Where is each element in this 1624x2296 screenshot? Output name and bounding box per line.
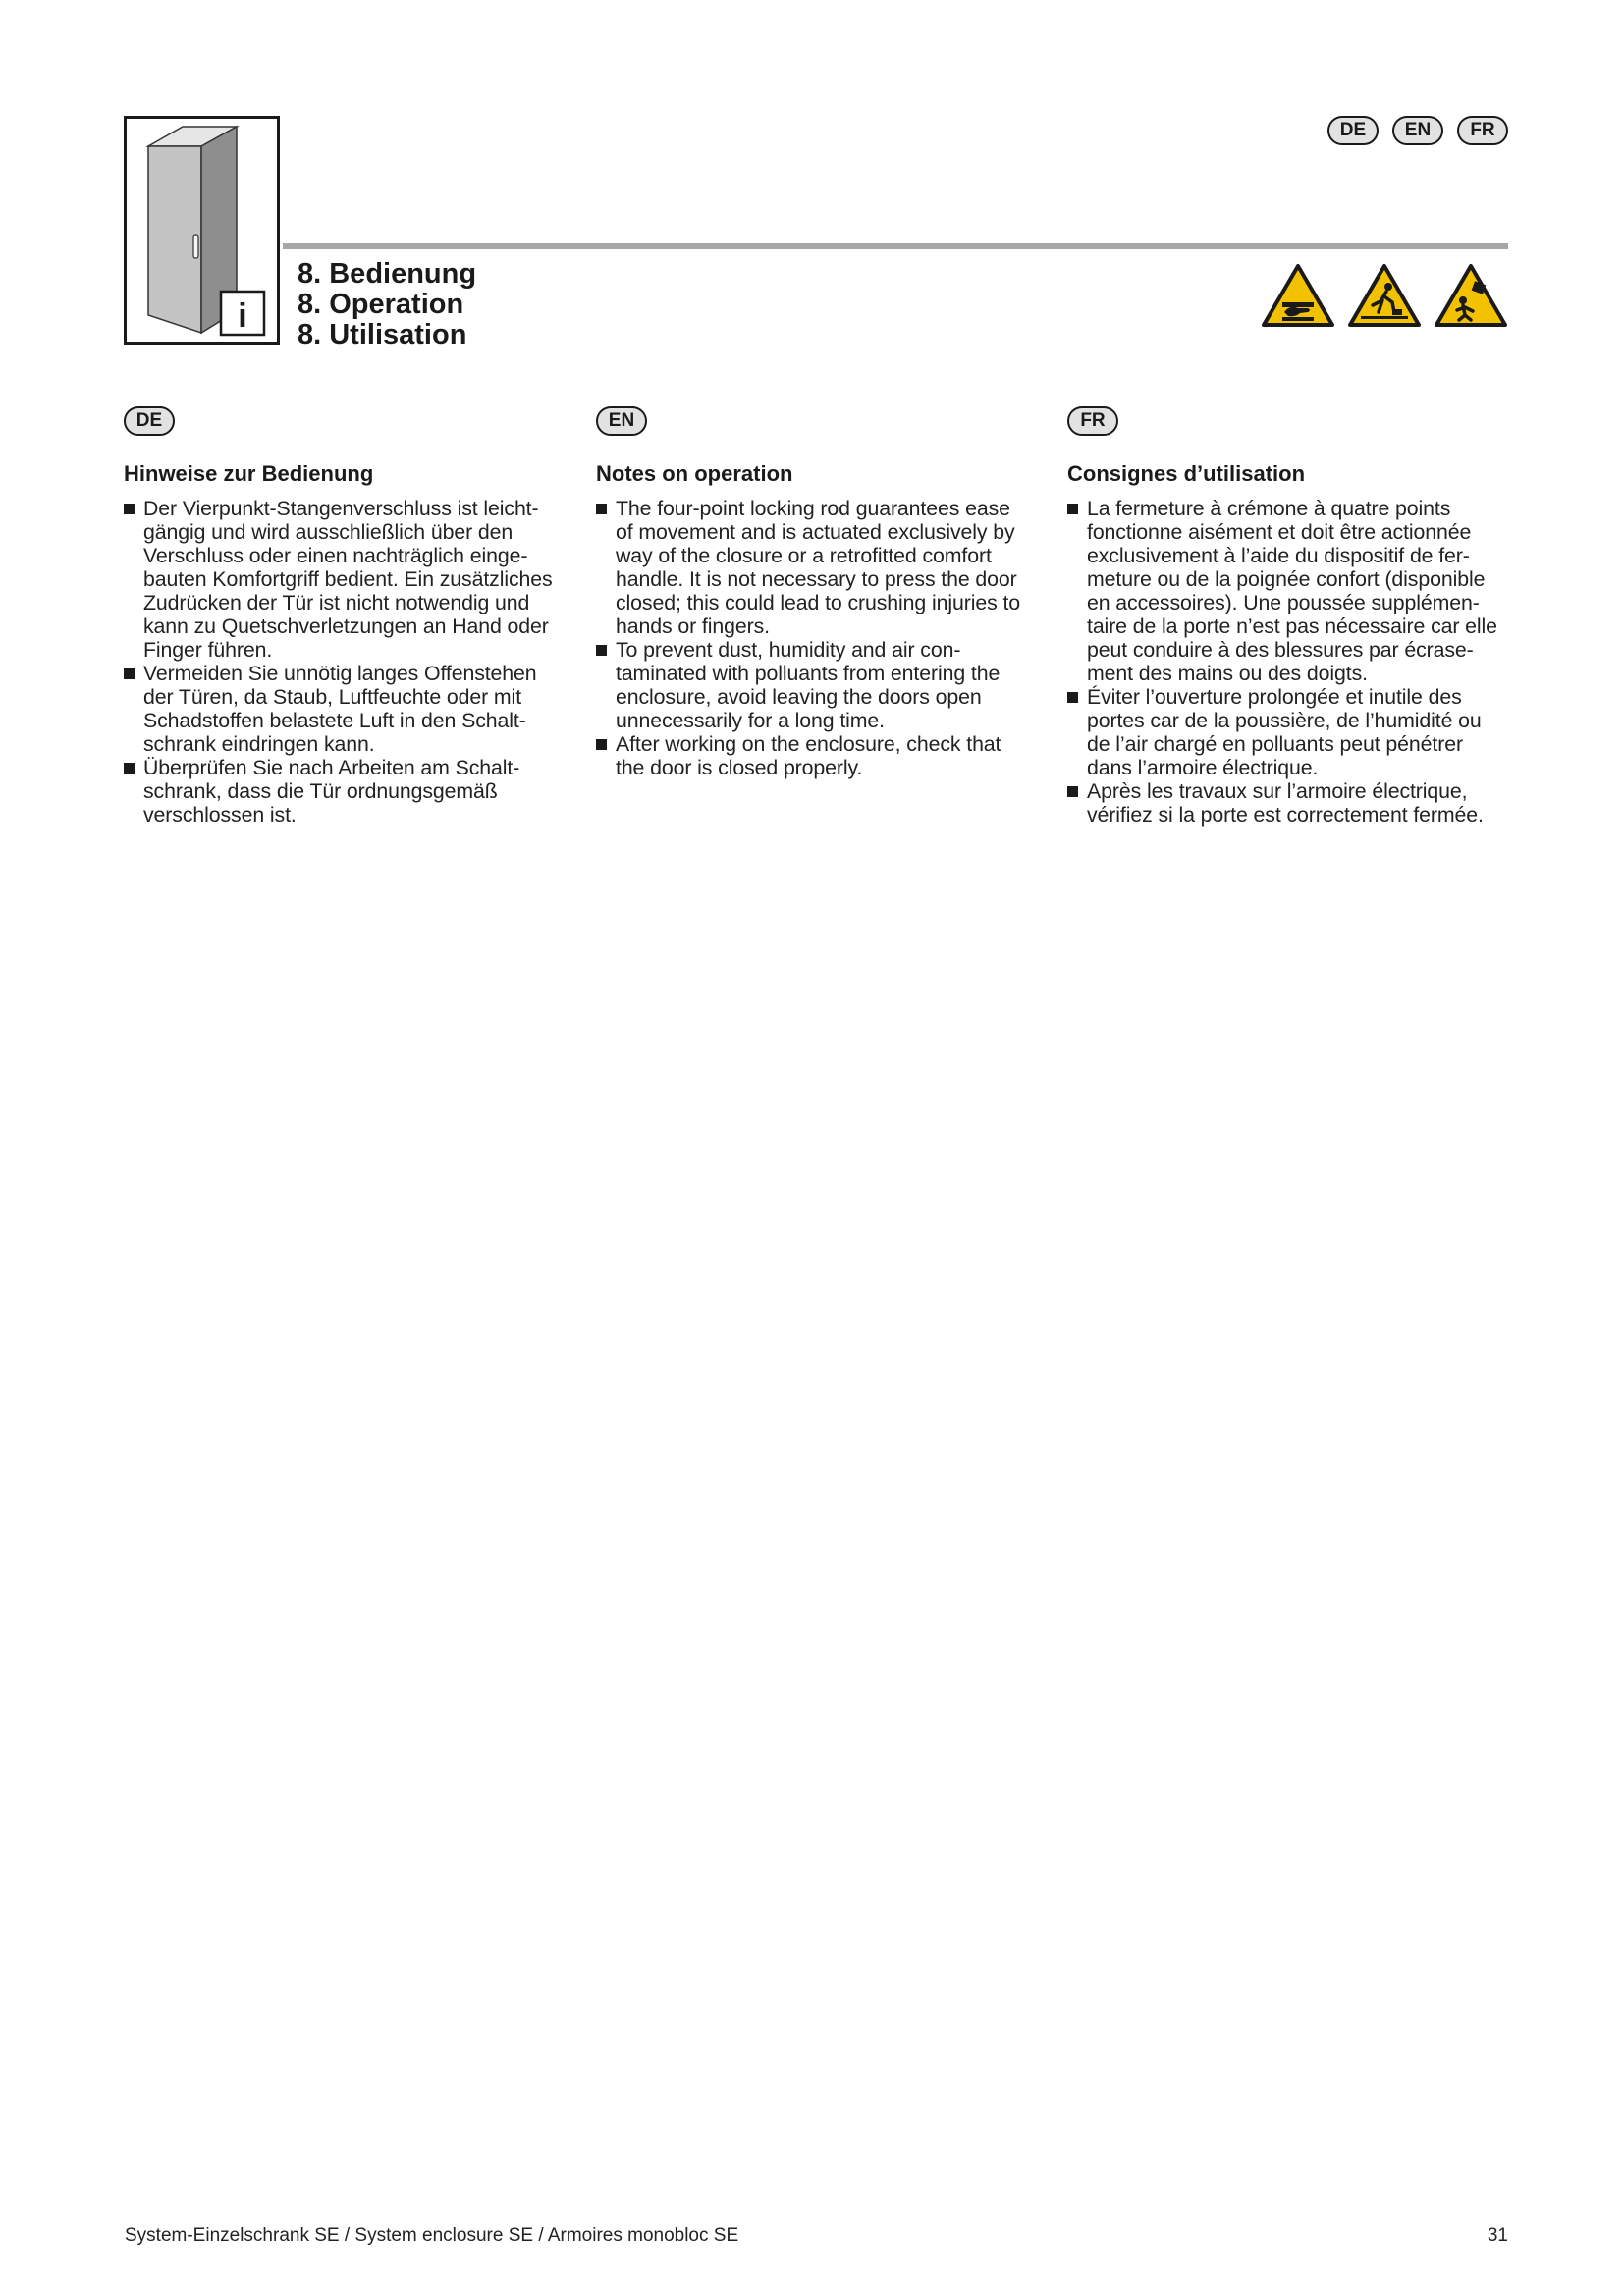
title-fr: 8. Utilisation <box>298 319 467 350</box>
list-item: La fermeture à crémone à quatre points fonctionne aisément et doit être actionnée exclusivement à l’aide du dispositif de fer- meture ou de la poignée confort (disponible en accessoires). Une poussée supplémen- taire de la porte n’est pas nécessaire car elle peut conduire à des blessures par écrase- ment des mains ou des doigts. <box>1067 497 1511 685</box>
column-list-fr <box>1067 497 1511 827</box>
section-titles <box>298 259 476 350</box>
enclosure-cabinet-icon <box>127 119 277 342</box>
section-thumbnail <box>124 116 280 345</box>
header-rule <box>283 243 1508 249</box>
column-badge-de: DE <box>124 406 175 436</box>
column-badge-en: EN <box>596 406 647 436</box>
title-en: 8. Operation <box>298 289 464 320</box>
footer-text: System-Einzelschrank SE / System enclosure SE / Armoires monobloc SE <box>125 2225 739 2246</box>
list-item: After working on the enclosure, check that the door is closed properly. <box>596 732 1040 779</box>
column-en <box>596 406 1040 779</box>
list-item: Vermeiden Sie unnötig langes Offenstehen der Türen, da Staub, Luftfeuchte oder mit Schadstoffen belastete Luft in den Schalt- schrank eindringen kann. <box>124 662 568 756</box>
info-glyph: i <box>238 297 247 335</box>
tripping-hazard-warning-icon <box>1347 263 1422 328</box>
language-selector <box>1306 116 1508 151</box>
list-item: To prevent dust, humidity and air con- taminated with polluants from entering the enclosure, avoid leaving the doors open unnecessarily for a long time. <box>596 638 1040 732</box>
list-item: Der Vierpunkt-Stangenverschluss ist leicht- gängig und wird ausschließlich über den Verschluss oder einen nachträglich einge- bauten Komfortgriff bedient. Ein zusätzliches Zudrücken der Tür ist nicht notwendig und kann zu Quetschverletzungen an Hand oder Finger führen. <box>124 497 568 662</box>
lang-badge-de[interactable]: DE <box>1327 116 1379 145</box>
list-item: Überprüfen Sie nach Arbeiten am Schalt- schrank, dass die Tür ordnungsgemäß verschlossen ist. <box>124 756 568 827</box>
column-heading-en: Notes on operation <box>596 461 793 486</box>
page-footer <box>125 2225 1508 2247</box>
column-de <box>124 406 568 827</box>
list-item: Après les travaux sur l’armoire électrique, vérifiez si la porte est correctement fermée. <box>1067 779 1511 827</box>
warning-signs <box>1261 263 1508 330</box>
title-de: 8. Bedienung <box>298 258 477 290</box>
lang-badge-fr[interactable]: FR <box>1457 116 1508 145</box>
column-list-de <box>124 497 568 827</box>
list-item: Éviter l’ouverture prolongée et inutile des portes car de la poussière, de l’humidité ou de l’air chargé en polluants peut pénétrer dans l’armoire électrique. <box>1067 685 1511 779</box>
lang-badge-en[interactable]: EN <box>1392 116 1443 145</box>
crushing-hand-warning-icon <box>1261 263 1335 328</box>
list-item: The four-point locking rod guarantees ease of movement and is actuated exclusively by way of the closure or a retrofitted comfort handle. It is not necessary to press the door closed; this could lead to crushing injuries to hands or fingers. <box>596 497 1040 638</box>
column-badge-fr: FR <box>1067 406 1118 436</box>
column-heading-de: Hinweise zur Bedienung <box>124 461 374 486</box>
column-list-en <box>596 497 1040 779</box>
page-number: 31 <box>1487 2225 1508 2246</box>
column-fr <box>1067 406 1511 827</box>
column-heading-fr: Consignes d’utilisation <box>1067 461 1306 486</box>
falling-object-warning-icon <box>1434 263 1508 328</box>
